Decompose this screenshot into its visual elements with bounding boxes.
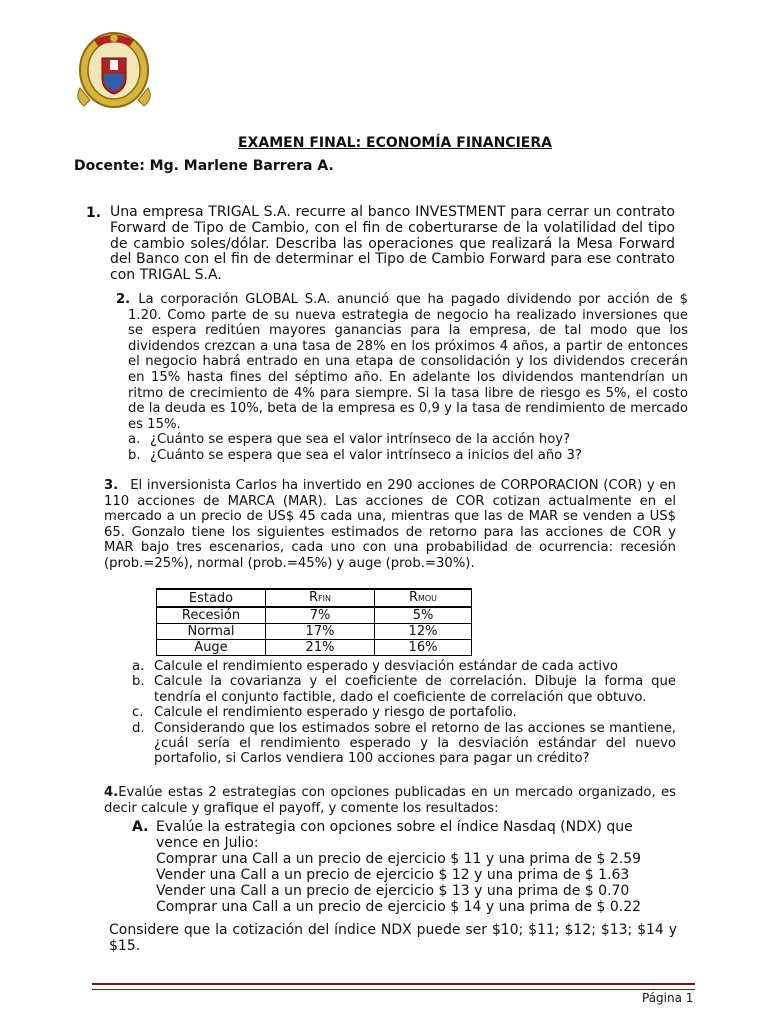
university-seal-logo [74, 28, 154, 112]
list-item: Vender una Call a un precio de ejercicio $ 12 y una prima de $ 1.63 [156, 867, 630, 883]
q4a-marker: A. [132, 819, 149, 835]
q1-number: 1. [86, 205, 102, 221]
list-item: Vender una Call a un precio de ejercicio $ 13 y una prima de $ 0.70 [156, 883, 630, 899]
q3-number: 3. [104, 478, 119, 493]
list-item: Comprar una Call a un precio de ejercicio $ 14 y una prima de $ 0.22 [156, 899, 642, 915]
table-header-row [157, 589, 472, 607]
q1-text: Una empresa TRIGAL S.A. recurre al banco INVESTMENT para cerrar un contrato Forward de Tipo de Cambio, con el fin de coberturarse de la volatilidad del tipo de cambio soles/dólar. Describa las operaciones que realizará la Mesa Forward del Banco con el fin de determinar el Tipo de Cambio Forward para ese contrato con TRIGAL S.A. [110, 204, 675, 284]
question-2 [116, 292, 688, 464]
exam-title: EXAMEN FINAL: ECONOMÍA FINANCIERA [238, 135, 552, 151]
returns-table [156, 588, 472, 656]
table-row: Normal 17% 12% [157, 624, 472, 640]
list-item: d. Considerando que los estimados sobre el retorno de las acciones se mantiene, ¿cuál sería el rendimiento esperado y la desviación estándar del nuevo portafolio, si Carlos vendiera 100 acciones para pagar un crédito? [132, 720, 676, 767]
q4-strategy-a [132, 819, 676, 915]
table-row: Recesión 7% 5% [157, 607, 472, 624]
list-item: c. Calcule el rendimiento esperado y riesgo de portafolio. [132, 705, 517, 721]
q4a-intro: Evalúe la estrategia con opciones sobre el índice Nasdaq (NDX) que vence en Julio: [156, 819, 633, 851]
header-r-mou: RMOU [375, 589, 472, 607]
list-item: b. Calcule la covarianza y el coeficiente de correlación. Dibuje la forma que tendría el conjunto factible, dado el coeficiente de correlación que obtuvo. [132, 674, 676, 705]
q3-text: El inversionista Carlos ha invertido en 290 acciones de CORPORACION (COR) y en 110 acciones de MARCA (MAR). Las acciones de COR cotizan actualmente en el mercado a un precio de US$ 45 cada una, mientras que las de MAR se venden a US$ 65. Gonzalo tiene los siguientes estimados de retorno para las acciones de COR y MAR bajo tres escenarios, cada uno con una probabilidad de ocurrencia: recesión (prob.=25%), normal (prob.=45%) y auge (prob.=30%). [104, 478, 676, 571]
q2-subitems [128, 432, 688, 463]
q2-text: La corporación GLOBAL S.A. anunció que ha pagado dividendo por acción de $ 1.20. Como parte de su nueva estrategia de negocio ha realizado inversiones que se espera reditúen mayores ganancias para la empresa, de tal modo que los dividendos crezcan a una tasa de 28% en los próximos 4 años, a partir de entonces el negocio habrá entrado en una etapa de consolidación y los dividendos crecerán en 15% hasta fines del séptimo año. En adelante los dividendos mantendrían un ritmo de crecimiento de 4% para siempre. Si la tasa libre de riesgo es 5%, el costo de la deuda es 10%, beta de la empresa es 0,9 y la tasa de rendimiento de mercado es 15%. [128, 292, 688, 432]
list-item: b. ¿Cuánto se espera que sea el valor intrínseco a inicios del año 3? [128, 447, 582, 463]
page-number: Página 1 [642, 991, 694, 1005]
q3-subitems [132, 659, 676, 767]
q4-consider-note: Considere que la cotización del índice NDX puede ser $10; $11; $12; $13; $14 y $15. [109, 922, 677, 954]
q2-number: 2. [116, 292, 131, 307]
q4-text: Evalúe estas 2 estrategias con opciones publicadas en un mercado organizado, es decir calcule y grafique el payoff, y comente los resultados: [104, 785, 676, 816]
docente-line: Docente: Mg. Marlene Barrera A. [74, 158, 334, 174]
header-r-fin: RFIN [266, 589, 375, 607]
footer-divider [92, 983, 695, 990]
q4-number: 4. [104, 785, 119, 800]
question-4 [104, 785, 676, 816]
table-row: Auge 21% 16% [157, 640, 472, 656]
list-item: a. ¿Cuánto se espera que sea el valor intrínseco de la acción hoy? [128, 432, 571, 448]
list-item: a. Calcule el rendimiento esperado y desviación estándar de cada activo [132, 659, 618, 674]
header-estado: Estado [157, 589, 266, 607]
question-3 [104, 478, 676, 572]
list-item: Comprar una Call a un precio de ejercicio $ 11 y una prima de $ 2.59 [156, 851, 642, 867]
